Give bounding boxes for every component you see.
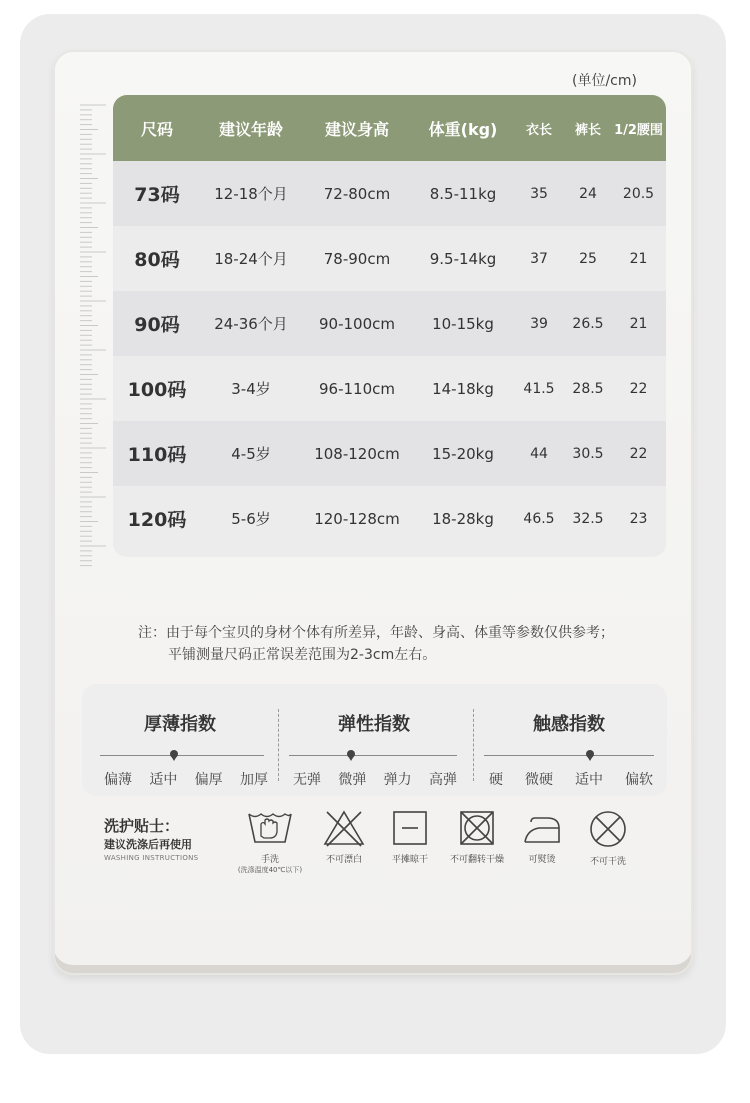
dry-flat-icon: [382, 808, 438, 865]
cell-weight: 18-28kg: [432, 509, 494, 528]
unit-label: (单位/cm): [572, 73, 637, 89]
cell-pants-length: 26.5: [572, 315, 604, 332]
cell-height: 72-80cm: [323, 184, 391, 203]
cell-size: 90码: [134, 314, 180, 336]
cell-age: 24-36个月: [214, 315, 288, 333]
cell-weight: 15-20kg: [432, 444, 494, 463]
cell-age: 5-6岁: [231, 510, 271, 528]
table-row: [113, 421, 666, 486]
cell-top-length: 39: [530, 315, 548, 332]
no-dry-clean-label: 不可干洗: [589, 857, 626, 867]
cell-half-waist: 22: [629, 380, 648, 397]
size-table: [113, 95, 666, 557]
header-size: 尺码: [140, 119, 173, 139]
no-tumble-dry-icon: [442, 808, 512, 865]
cell-height: 78-90cm: [323, 249, 391, 268]
washing-title: 洗护贴士：: [104, 817, 180, 835]
elasticity-index-options: [293, 769, 457, 789]
index-divider: [278, 709, 279, 781]
table-row: [113, 291, 666, 356]
option: 偏薄: [104, 772, 132, 788]
header-weight: 体重(kg): [428, 119, 498, 139]
touch-index: [484, 684, 654, 796]
thickness-index-line: [100, 755, 264, 756]
cell-half-waist: 20.5: [622, 185, 655, 202]
thickness-index: [96, 684, 268, 796]
elasticity-index-title: 弹性指数: [338, 714, 410, 735]
note-line-2: 平铺测量尺码正常误差范围为2-3cm左右。: [168, 647, 437, 663]
cell-pants-length: 28.5: [572, 380, 604, 397]
cell-height: 96-110cm: [319, 379, 395, 398]
cell-top-length: 46.5: [523, 510, 555, 527]
index-divider: [473, 709, 474, 781]
cell-height: 120-128cm: [314, 509, 400, 528]
elasticity-index-line: [289, 755, 457, 756]
option: 微弹: [338, 772, 367, 788]
cell-weight: 9.5-14kg: [429, 249, 497, 268]
ruler-decoration: [80, 100, 108, 570]
cell-age: 3-4岁: [231, 380, 271, 398]
cell-top-length: 37: [530, 250, 548, 267]
header-top-length: 衣长: [525, 122, 552, 138]
cell-pants-length: 24: [579, 185, 597, 202]
no-bleach-icon: [316, 808, 372, 865]
option: 硬: [489, 772, 503, 788]
table-row: [113, 356, 666, 421]
cell-half-waist: 21: [629, 315, 648, 332]
cell-half-waist: 23: [629, 510, 648, 527]
option: 微硬: [525, 772, 553, 788]
cell-pants-length: 30.5: [572, 445, 604, 462]
cell-top-length: 35: [530, 185, 548, 202]
cell-height: 90-100cm: [319, 314, 395, 333]
cell-height: 108-120cm: [314, 444, 400, 463]
header-pants-length: 裤长: [574, 122, 601, 138]
option: 无弹: [293, 772, 321, 788]
hand-wash-sublabel: (洗涤温度40℃以下): [237, 866, 303, 874]
option: 适中: [149, 772, 178, 788]
option: 加厚: [239, 772, 268, 788]
note-text: [138, 622, 658, 666]
no-tumble-dry-label: 不可翻转干燥: [449, 855, 504, 865]
fabric-index-panel: [82, 684, 667, 796]
washing-english: WASHING INSTRUCTIONS: [104, 854, 199, 862]
no-bleach-label: 不可漂白: [325, 855, 362, 865]
washing-subtitle: 建议洗涤后再使用: [104, 838, 192, 851]
cell-age: 4-5岁: [231, 445, 271, 463]
option: 偏厚: [194, 772, 223, 788]
cell-pants-length: 32.5: [572, 510, 604, 527]
option: 高弹: [428, 772, 457, 788]
option: 偏软: [625, 772, 653, 788]
touch-index-line: [484, 755, 654, 756]
cell-half-waist: 21: [629, 250, 648, 267]
cell-size: 80码: [134, 249, 180, 271]
cell-top-length: 44: [530, 445, 548, 462]
thickness-index-options: [104, 769, 268, 789]
cell-age: 18-24个月: [214, 250, 288, 268]
iron-icon: [515, 808, 569, 865]
cell-weight: 8.5-11kg: [429, 184, 497, 203]
table-row: [113, 161, 666, 226]
thickness-index-title: 厚薄指数: [144, 714, 216, 735]
cell-weight: 14-18kg: [432, 379, 494, 398]
dry-flat-label: 平摊晾干: [391, 855, 428, 865]
cell-top-length: 41.5: [523, 380, 555, 397]
table-row: [113, 486, 666, 551]
header-half-waist: 1/2腰围: [614, 122, 663, 138]
option: 适中: [575, 772, 603, 788]
cell-pants-length: 25: [579, 250, 597, 267]
cell-size: 100码: [127, 379, 187, 401]
option: 弹力: [383, 772, 412, 788]
cell-size: 120码: [127, 509, 187, 531]
touch-index-options: [489, 769, 653, 789]
cell-half-waist: 22: [629, 445, 648, 462]
iron-label: 可熨烫: [528, 855, 556, 865]
hand-wash-label: 手洗: [260, 855, 279, 865]
cell-size: 110码: [127, 444, 187, 466]
table-header: [113, 95, 666, 161]
note-line-1: 注：由于每个宝贝的身材个体有所差异，年龄、身高、体重等参数仅供参考；: [138, 625, 614, 641]
header-height: 建议身高: [324, 119, 389, 139]
cell-age: 12-18个月: [214, 185, 288, 203]
cell-weight: 10-15kg: [432, 314, 494, 333]
no-dry-clean-icon: [580, 808, 636, 867]
table-row: [113, 226, 666, 291]
touch-index-title: 触感指数: [533, 714, 605, 735]
elasticity-index: [289, 684, 459, 796]
hand-wash-icon: [228, 808, 312, 875]
header-age: 建议年龄: [218, 119, 283, 139]
cell-size: 73码: [134, 184, 180, 206]
